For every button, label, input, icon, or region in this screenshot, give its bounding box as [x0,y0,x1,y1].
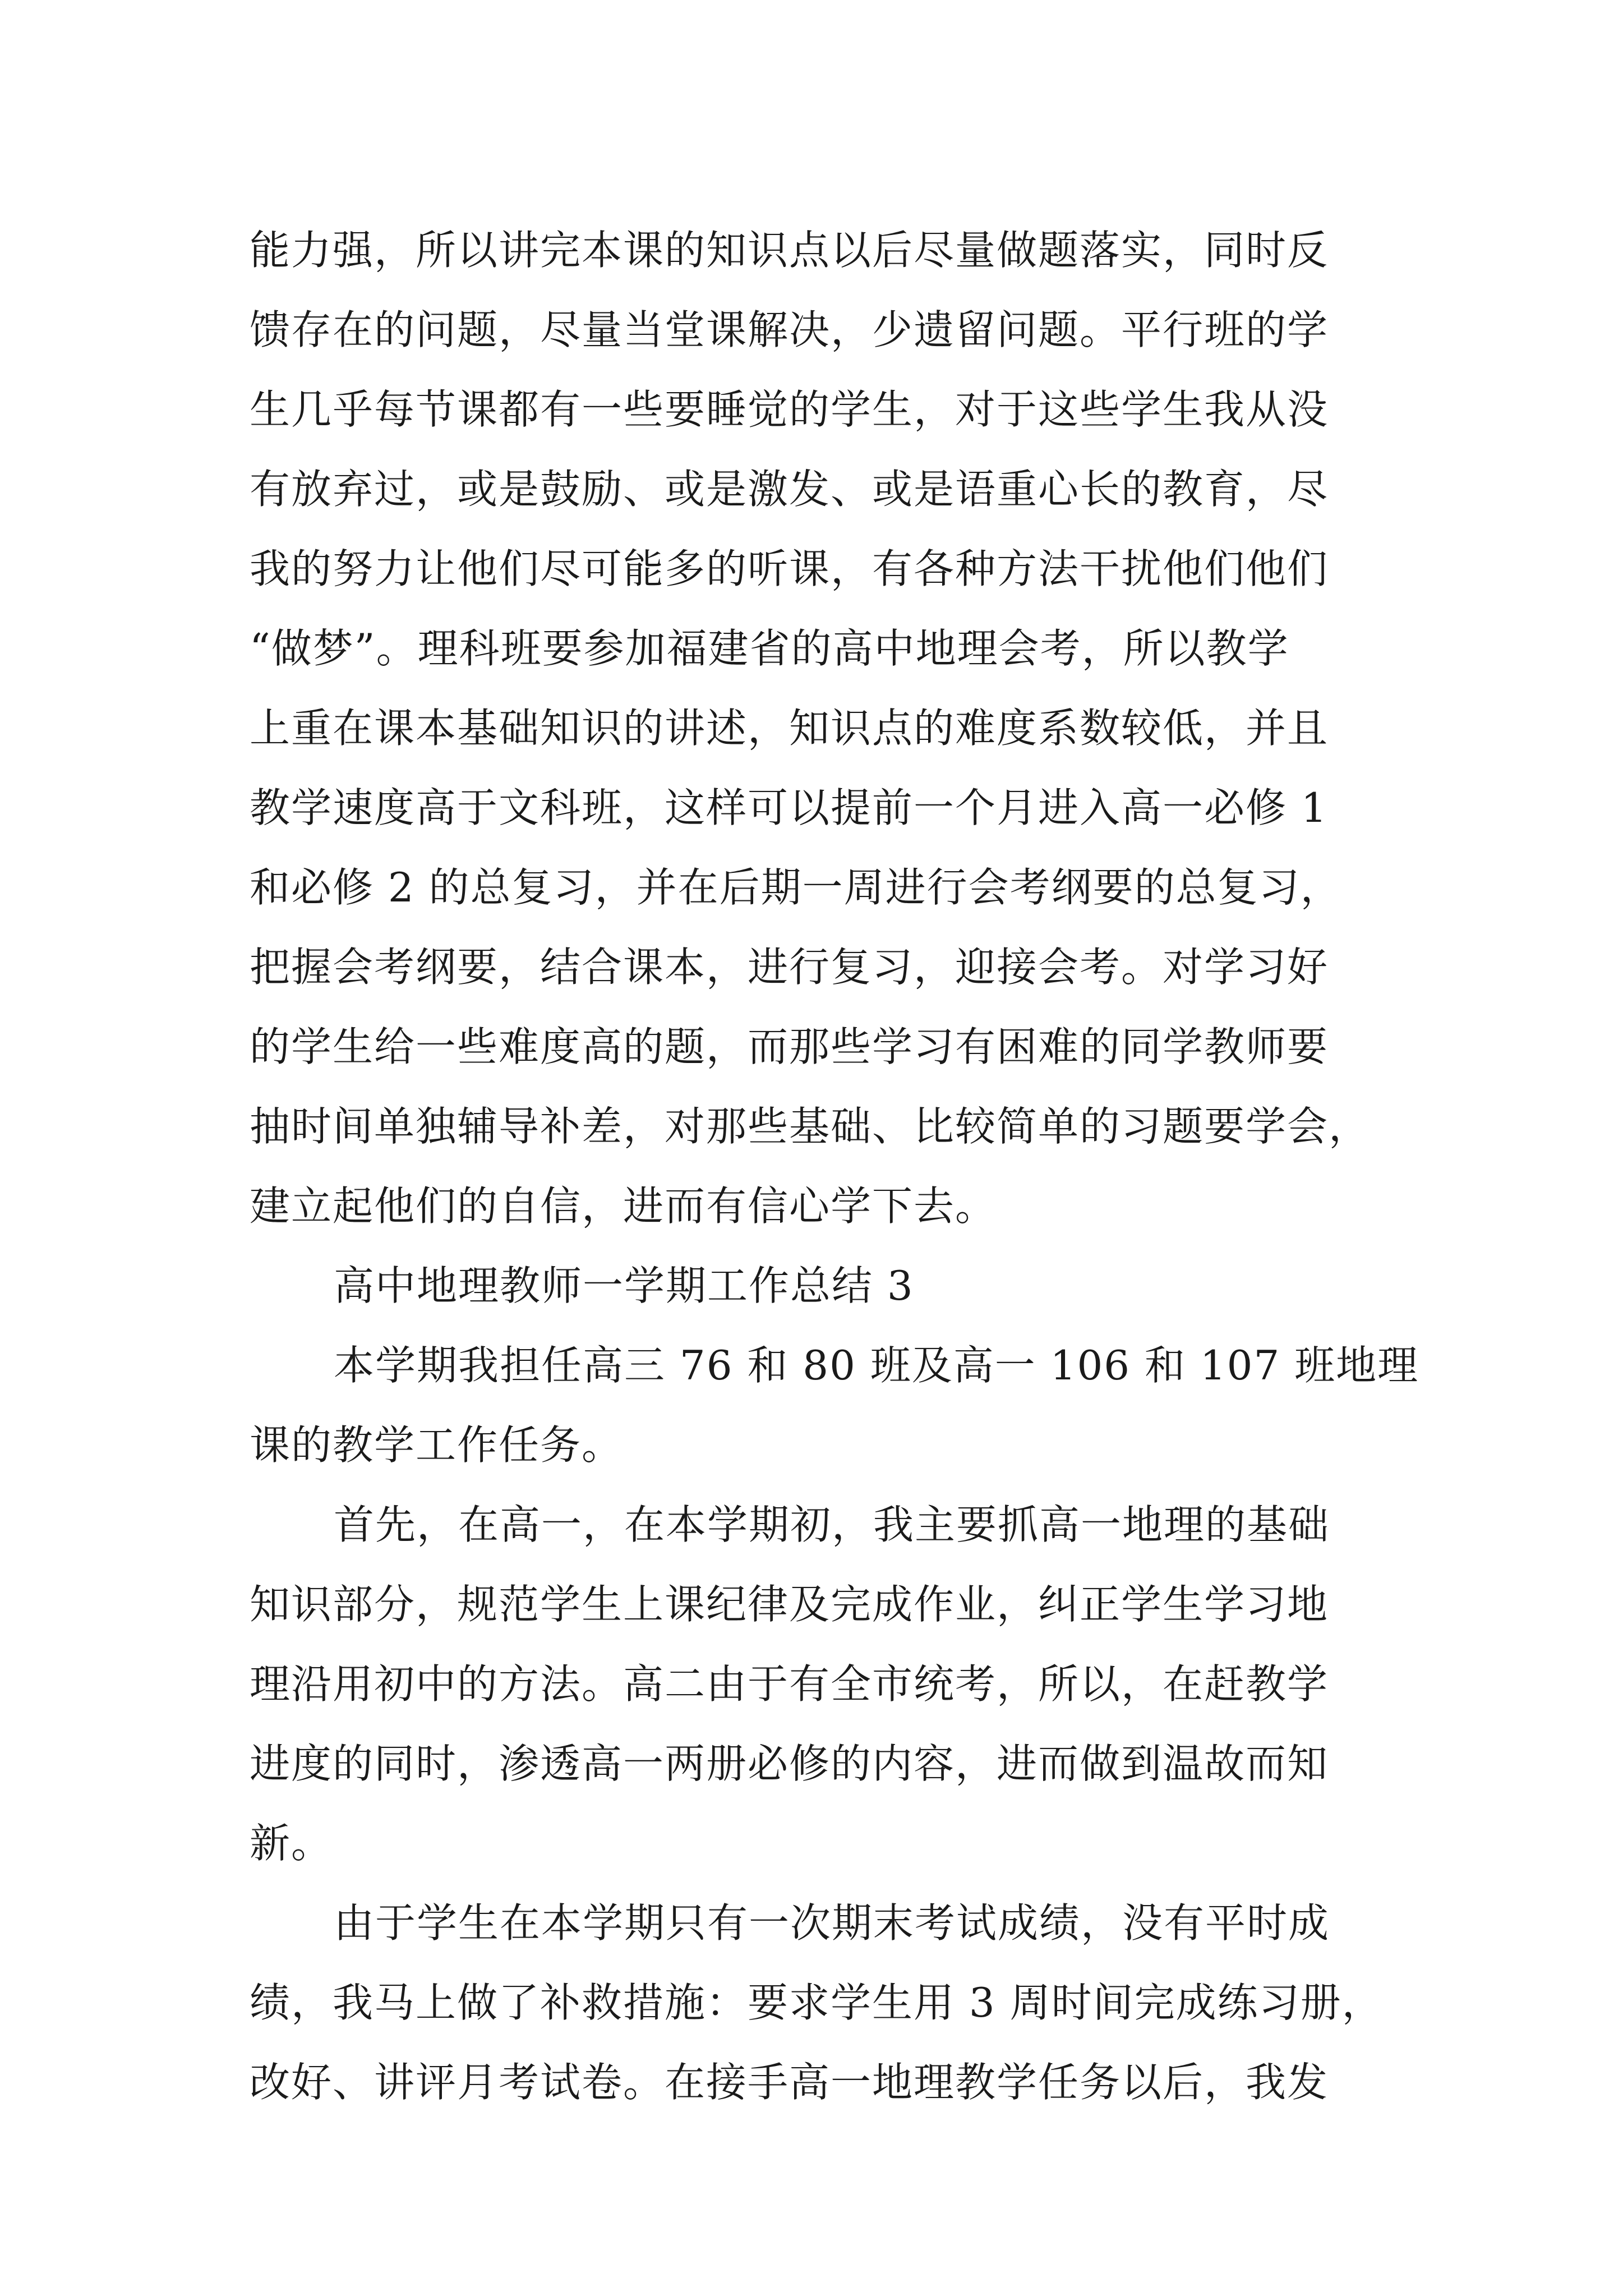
text-line: 建立起他们的自信，进而有信心学下去。 [250,1182,997,1230]
text-line: 教学速度高于文科班，这样可以提前一个月进入高一必修 1 [250,784,1328,831]
text-line: 上重在课本基础知识的讲述，知识点的难度系数较低，并且 [250,705,1329,752]
text-line: 生几乎每节课都有一些要睡觉的学生，对于这些学生我从没 [250,386,1329,433]
text-line: 和必修 2 的总复习，并在后期一周进行会考纲要的总复习， [250,864,1342,911]
text-line: 进度的同时，渗透高一两册必修的内容，进而做到温故而知 [250,1740,1329,1787]
text-line: 首先，在高一，在本学期初，我主要抓高一地理的基础 [334,1501,1330,1548]
text-line: 馈存在的问题，尽量当堂课解决，少遗留问题。平行班的学 [250,306,1329,353]
document-body [250,210,1419,2122]
text-line: 课的教学工作任务。 [250,1421,624,1469]
text-line: 由于学生在本学期只有一次期末考试成绩，没有平时成 [334,1899,1330,1947]
text-line: “做梦”。理科班要参加福建省的高中地理会考，所以教学 [250,625,1289,672]
text-line: 本学期我担任高三 76 和 80 班及高一 106 和 107 班地理 [334,1342,1419,1389]
text-line: 改好、讲评月考试卷。在接手高一地理教学任务以后，我发 [250,2059,1329,2106]
text-line: 能力强，所以讲完本课的知识点以后尽量做题落实，同时反 [250,227,1329,274]
text-line: 抽时间单独辅导补差，对那些基础、比较简单的习题要学会， [250,1103,1371,1150]
text-line: 有放弃过，或是鼓励、或是激发、或是语重心长的教育，尽 [250,466,1329,513]
text-line: 把握会考纲要，结合课本，进行复习，迎接会考。对学习好 [250,944,1329,991]
text-line: 知识部分，规范学生上课纪律及完成作业，纠正学生学习地 [250,1581,1329,1628]
text-line: 我的努力让他们尽可能多的听课，有各种方法干扰他们他们 [250,545,1329,592]
text-line: 绩，我马上做了补救措施：要求学生用 3 周时间完成练习册， [250,1979,1384,2026]
section-heading: 高中地理教师一学期工作总结 3 [334,1262,914,1309]
text-line: 理沿用初中的方法。高二由于有全市统考，所以，在赶教学 [250,1660,1329,1708]
text-line: 的学生给一些难度高的题，而那些学习有困难的同学教师要 [250,1023,1329,1070]
text-line: 新。 [250,1820,333,1867]
